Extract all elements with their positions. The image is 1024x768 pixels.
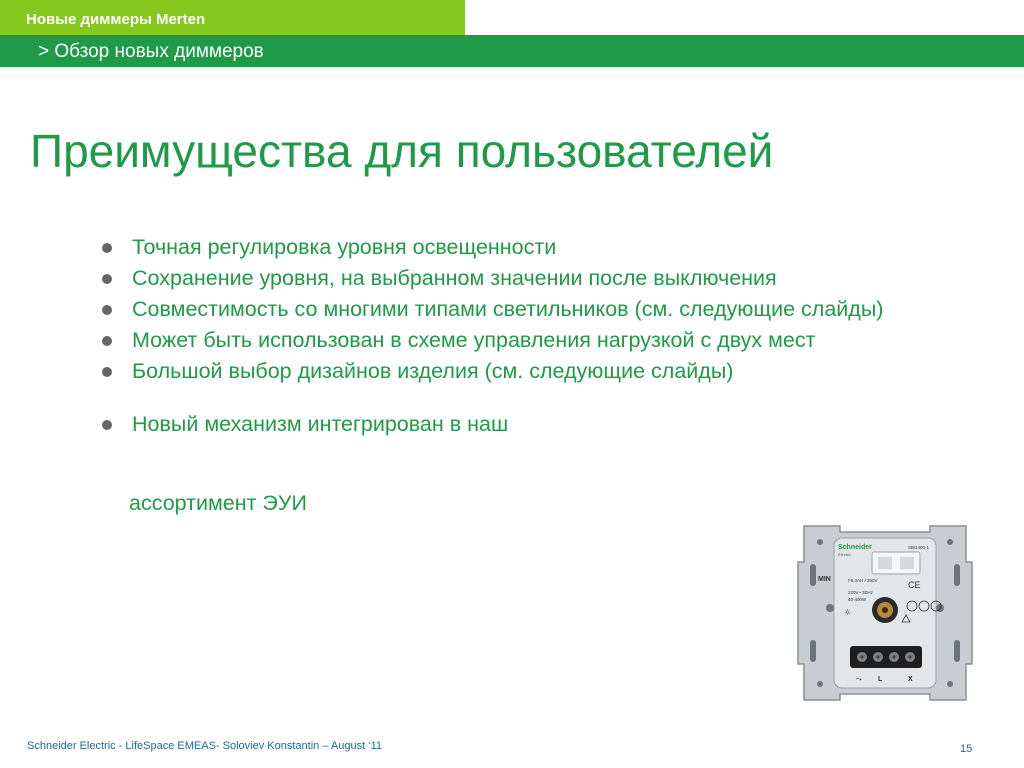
device-min-label: MIN	[818, 576, 831, 583]
section-label: Новые диммеры Merten	[26, 11, 206, 28]
device-ce-mark: CE	[908, 580, 921, 590]
bullet-item: Сохранение уровня, на выбранном значении после выключения	[100, 263, 920, 294]
bullet-list	[100, 232, 920, 440]
bullet-item: Совместимость со многими типами светильников (см. следующие слайды)	[100, 294, 920, 325]
device-model: SBG400-1	[908, 545, 930, 550]
device-terminal-l: L	[878, 676, 883, 683]
bullet-item: Точная регулировка уровня освещенности	[100, 232, 920, 263]
bullet-item: Может быть использован в схеме управления нагрузкой с двух мест	[100, 325, 920, 356]
dimmer-mechanism-image	[790, 518, 980, 708]
footer-text: Schneider Electric - LifeSpace EMEAS- Soloviev Konstantin – August ‘11	[27, 740, 383, 752]
bullet-continuation: ассортимент ЭУИ	[129, 491, 307, 515]
device-terminal-x: X	[908, 676, 913, 683]
device-brand-sub: Electric	[838, 552, 852, 557]
device-rating-1: 230V~ 50Hz	[848, 590, 873, 595]
header-section-band	[0, 0, 465, 35]
svg-text:☼: ☼	[844, 608, 852, 617]
device-brand: Schneider	[838, 544, 872, 551]
bullet-item: Новый механизм интегрирован в наш	[100, 409, 920, 440]
slide-title: Преимущества для пользователей	[30, 125, 774, 177]
bullet-item: Большой выбор дизайнов изделия (см. следующие слайды)	[100, 356, 920, 387]
header-subtitle-band	[0, 35, 1024, 67]
svg-text:⤳: ⤳	[856, 675, 862, 683]
device-rating-2: 40-400W	[848, 597, 867, 602]
device-fuse-label: F6.3AH / 250V	[848, 578, 878, 583]
page-number: 15	[960, 743, 973, 755]
subtitle: > Обзор новых диммеров	[38, 41, 264, 62]
